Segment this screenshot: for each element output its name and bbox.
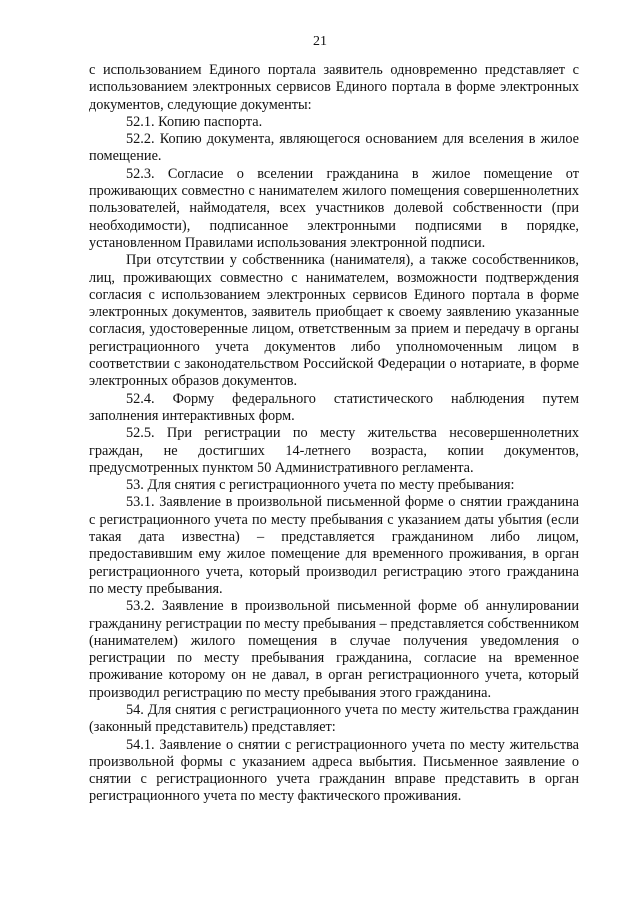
paragraph-52-3-absence: При отсутствии у собственника (нанимателя), а также сособственников, лиц, проживающих совместно с нанимателем, возможности подтверждения согласия с использованием электронных сервисов Единого портала в форме электронных документов, заявитель приобщает к своему заявлению указанные согласия, удостоверенные лицом, ответственным за прием и передачу в органы регистрационного учета документов либо уполномоченным лицом в соответствии с законодательством Российской Федерации о нотариате, в форме электронных образов документов. [89, 252, 579, 390]
paragraph-52-2: 52.2. Копию документа, являющегося основанием для вселения в жилое помещение. [89, 131, 579, 165]
paragraph-54: 54. Для снятия с регистрационного учета по месту жительства гражданин (законный представитель) представляет: [89, 701, 579, 736]
paragraph-52-3: 52.3. Согласие о вселении гражданина в жилое помещение от проживающих совместно с нанимателем жилого помещения совершеннолетних пользователей, наймодателя, всех участников долевой собственности (при необходимости), подписанное электронными подписями в порядке, установленном Правилами использования электронной подписи. [89, 165, 579, 251]
paragraph-53: 53. Для снятия с регистрационного учета по месту пребывания: [126, 477, 515, 494]
paragraph-52-5: 52.5. При регистрации по месту жительства несовершеннолетних граждан, не достигших 14-летнего возраста, копии документов, предусмотренных пунктом 50 Административного регламента. [89, 425, 579, 476]
document-body [89, 62, 579, 806]
paragraph-54-1: 54.1. Заявление о снятии с регистрационного учета по месту жительства произвольной формы с указанием адреса выбытия. Письменное заявление о снятии с регистрационного учета гражданин вправе представить в орган регистрационного учета по месту фактического проживания. [89, 736, 579, 805]
paragraph-53-2: 53.2. Заявление в произвольной письменной форме об аннулировании гражданину регистрации по месту пребывания – представляется собственником (нанимателем) жилого помещения в случае получения уведомления о регистрации по месту пребывания гражданина, согласие на временное проживание которому он не давал, в орган регистрационного учета, который производил регистрацию по месту пребывания этого гражданина. [89, 598, 579, 701]
paragraph-continuation: с использованием Единого портала заявитель одновременно представляет с использованием электронных сервисов Единого портала в форме электронных документов, следующие документы: [89, 62, 579, 113]
paragraph-52-4: 52.4. Форму федерального статистического наблюдения путем заполнения интерактивных форм. [89, 390, 579, 424]
page-number: 21 [313, 34, 327, 49]
paragraph-53-1: 53.1. Заявление в произвольной письменной форме о снятии гражданина с регистрационного учета по месту пребывания с указанием даты убытия (если такая дата известна) – представляется гражданином либо лицом, предоставившим ему жилое помещение для временного проживания, в орган регистрационного учета, который производил регистрацию этого гражданина по месту пребывания. [89, 494, 579, 597]
paragraph-52-1: 52.1. Копию паспорта. [126, 113, 263, 130]
